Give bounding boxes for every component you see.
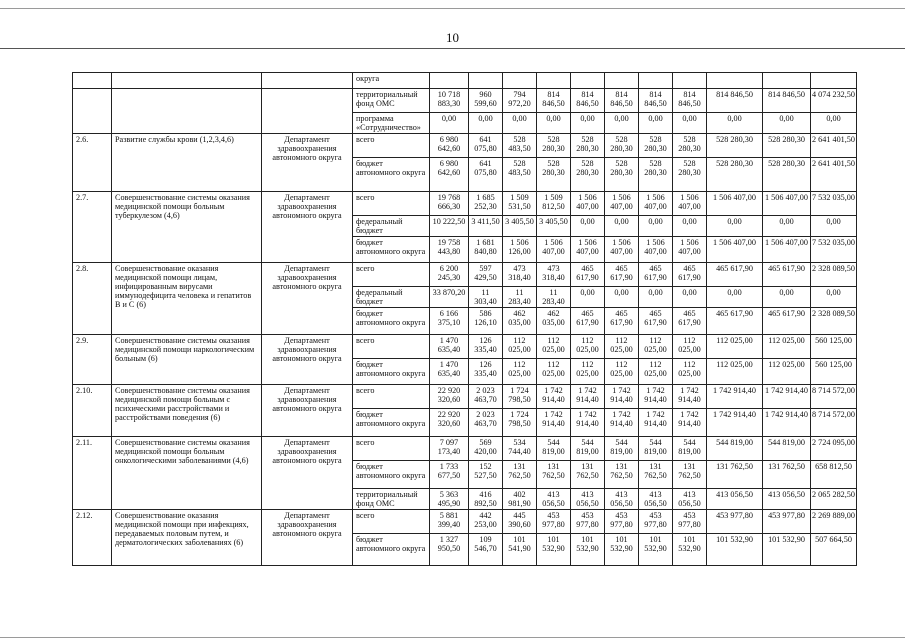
row-executor: Департамент здравоохранения автономного округа bbox=[262, 510, 353, 566]
amount-cell: 544 819,00 bbox=[763, 437, 811, 461]
amount-cell: 402 981,90 bbox=[503, 489, 537, 510]
amount-cell: 1 742 914,40 bbox=[605, 409, 639, 437]
amount-cell: 1 509 812,50 bbox=[537, 192, 571, 216]
amount-cell: 7 532 035,00 bbox=[811, 237, 857, 263]
amount-cell: 1 506 407,00 bbox=[707, 237, 763, 263]
amount-cell: 112 025,00 bbox=[707, 359, 763, 385]
budget-table bbox=[72, 72, 857, 566]
amount-cell: 528 280,30 bbox=[763, 134, 811, 158]
row-funding-source: бюджет автономного округа bbox=[353, 409, 430, 437]
amount-cell: 1 681 840,80 bbox=[469, 237, 503, 263]
amount-cell: 1 470 635,40 bbox=[430, 335, 469, 359]
amount-cell: 560 125,00 bbox=[811, 359, 857, 385]
amount-cell: 814 846,50 bbox=[639, 89, 673, 113]
amount-cell: 814 846,50 bbox=[571, 89, 605, 113]
amount-cell: 544 819,00 bbox=[537, 437, 571, 461]
amount-cell: 413 056,50 bbox=[537, 489, 571, 510]
header-rule bbox=[0, 48, 905, 49]
amount-cell: 462 035,00 bbox=[503, 308, 537, 335]
amount-cell: 2 023 463,70 bbox=[469, 385, 503, 409]
amount-cell: 0,00 bbox=[571, 113, 605, 134]
row-funding-source: федеральный бюджет bbox=[353, 216, 430, 237]
amount-cell: 10 718 883,30 bbox=[430, 89, 469, 113]
row-executor: Департамент здравоохранения автономного округа bbox=[262, 263, 353, 335]
row-number: 2.7. bbox=[73, 192, 112, 263]
amount-cell: 0,00 bbox=[503, 113, 537, 134]
row-funding-source: всего bbox=[353, 437, 430, 461]
amount-cell: 112 025,00 bbox=[605, 359, 639, 385]
amount-cell: 465 617,90 bbox=[673, 263, 707, 287]
amount-cell: 413 056,50 bbox=[571, 489, 605, 510]
amount-cell: 1 742 914,40 bbox=[673, 385, 707, 409]
amount-cell: 101 532,90 bbox=[639, 534, 673, 566]
amount-cell: 0,00 bbox=[673, 216, 707, 237]
amount-cell: 101 532,90 bbox=[763, 534, 811, 566]
amount-cell: 112 025,00 bbox=[537, 335, 571, 359]
amount-cell: 7 097 173,40 bbox=[430, 437, 469, 461]
amount-cell: 1 506 126,00 bbox=[503, 237, 537, 263]
amount-cell: 544 819,00 bbox=[605, 437, 639, 461]
amount-cell: 112 025,00 bbox=[571, 335, 605, 359]
amount-cell: 453 977,80 bbox=[673, 510, 707, 534]
amount-cell: 1 742 914,40 bbox=[537, 409, 571, 437]
amount-cell: 11 283,40 bbox=[537, 287, 571, 308]
amount-cell: 112 025,00 bbox=[605, 335, 639, 359]
amount-cell: 586 126,10 bbox=[469, 308, 503, 335]
amount-cell: 1 506 407,00 bbox=[639, 192, 673, 216]
amount-cell: 442 253,00 bbox=[469, 510, 503, 534]
row-number: 2.9. bbox=[73, 335, 112, 385]
amount-cell: 19 768 666,30 bbox=[430, 192, 469, 216]
amount-cell: 1 506 407,00 bbox=[763, 192, 811, 216]
amount-cell: 658 812,50 bbox=[811, 461, 857, 489]
row-funding-source: бюджет автономного округа bbox=[353, 534, 430, 566]
amount-cell: 1 724 798,50 bbox=[503, 409, 537, 437]
amount-cell: 465 617,90 bbox=[571, 263, 605, 287]
amount-cell: 1 742 914,40 bbox=[537, 385, 571, 409]
amount-cell: 6 200 245,30 bbox=[430, 263, 469, 287]
amount-cell: 131 762,50 bbox=[503, 461, 537, 489]
row-funding-source: территориальный фонд ОМС bbox=[353, 489, 430, 510]
amount-cell: 465 617,90 bbox=[605, 308, 639, 335]
amount-cell: 101 532,90 bbox=[537, 534, 571, 566]
amount-cell: 2 328 089,50 bbox=[811, 263, 857, 287]
amount-cell: 465 617,90 bbox=[673, 308, 707, 335]
amount-cell bbox=[763, 73, 811, 89]
amount-cell: 1 327 950,50 bbox=[430, 534, 469, 566]
amount-cell: 528 280,30 bbox=[639, 134, 673, 158]
amount-cell: 0,00 bbox=[605, 113, 639, 134]
amount-cell: 814 846,50 bbox=[605, 89, 639, 113]
amount-cell bbox=[673, 73, 707, 89]
amount-cell: 0,00 bbox=[707, 113, 763, 134]
table-row bbox=[73, 510, 857, 534]
amount-cell: 112 025,00 bbox=[673, 359, 707, 385]
amount-cell: 544 819,00 bbox=[673, 437, 707, 461]
amount-cell: 109 546,70 bbox=[469, 534, 503, 566]
amount-cell: 4 074 232,50 bbox=[811, 89, 857, 113]
amount-cell: 0,00 bbox=[673, 113, 707, 134]
row-funding-source: всего bbox=[353, 385, 430, 409]
amount-cell: 0,00 bbox=[469, 113, 503, 134]
table-row bbox=[73, 437, 857, 461]
amount-cell bbox=[537, 73, 571, 89]
amount-cell: 22 920 320,60 bbox=[430, 385, 469, 409]
amount-cell: 6 980 642,60 bbox=[430, 134, 469, 158]
amount-cell: 101 541,90 bbox=[503, 534, 537, 566]
amount-cell: 641 075,80 bbox=[469, 158, 503, 192]
amount-cell: 413 056,50 bbox=[707, 489, 763, 510]
table-row bbox=[73, 335, 857, 359]
amount-cell: 1 742 914,40 bbox=[707, 409, 763, 437]
amount-cell: 814 846,50 bbox=[763, 89, 811, 113]
row-number: 2.11. bbox=[73, 437, 112, 510]
amount-cell: 528 280,30 bbox=[571, 158, 605, 192]
amount-cell: 1 742 914,40 bbox=[763, 409, 811, 437]
amount-cell: 1 506 407,00 bbox=[673, 237, 707, 263]
amount-cell: 0,00 bbox=[673, 287, 707, 308]
amount-cell: 10 222,50 bbox=[430, 216, 469, 237]
amount-cell: 453 977,80 bbox=[763, 510, 811, 534]
amount-cell bbox=[639, 73, 673, 89]
amount-cell: 794 972,20 bbox=[503, 89, 537, 113]
amount-cell: 473 318,40 bbox=[537, 263, 571, 287]
row-executor bbox=[262, 89, 353, 134]
row-funding-source: всего bbox=[353, 335, 430, 359]
amount-cell: 131 762,50 bbox=[537, 461, 571, 489]
amount-cell: 814 846,50 bbox=[707, 89, 763, 113]
row-measure-name bbox=[112, 73, 262, 89]
amount-cell: 465 617,90 bbox=[639, 308, 673, 335]
amount-cell: 0,00 bbox=[763, 287, 811, 308]
amount-cell: 1 742 914,40 bbox=[707, 385, 763, 409]
amount-cell: 0,00 bbox=[537, 113, 571, 134]
amount-cell: 528 280,30 bbox=[673, 158, 707, 192]
amount-cell: 528 483,50 bbox=[503, 134, 537, 158]
amount-cell: 0,00 bbox=[707, 216, 763, 237]
amount-cell: 453 977,80 bbox=[537, 510, 571, 534]
amount-cell: 6 166 375,10 bbox=[430, 308, 469, 335]
row-executor: Департамент здравоохранения автономного округа bbox=[262, 335, 353, 385]
amount-cell bbox=[503, 73, 537, 89]
amount-cell: 1 733 677,50 bbox=[430, 461, 469, 489]
amount-cell: 0,00 bbox=[639, 113, 673, 134]
row-funding-source: федеральный бюджет bbox=[353, 287, 430, 308]
row-funding-source: округа bbox=[353, 73, 430, 89]
row-executor: Департамент здравоохранения автономного округа bbox=[262, 385, 353, 437]
amount-cell: 101 532,90 bbox=[673, 534, 707, 566]
amount-cell: 0,00 bbox=[605, 287, 639, 308]
amount-cell: 11 283,40 bbox=[503, 287, 537, 308]
row-measure-name: Совершенствование оказания медицинской помощи при инфекциях, передаваемых половым путем, и дерматологических заболеваниях (6) bbox=[112, 510, 262, 566]
amount-cell: 465 617,90 bbox=[605, 263, 639, 287]
amount-cell: 465 617,90 bbox=[707, 263, 763, 287]
amount-cell: 569 420,00 bbox=[469, 437, 503, 461]
amount-cell bbox=[707, 73, 763, 89]
amount-cell: 131 762,50 bbox=[639, 461, 673, 489]
amount-cell: 1 742 914,40 bbox=[605, 385, 639, 409]
amount-cell: 5 881 399,40 bbox=[430, 510, 469, 534]
table-row bbox=[73, 385, 857, 409]
amount-cell: 1 506 407,00 bbox=[673, 192, 707, 216]
amount-cell: 22 920 320,60 bbox=[430, 409, 469, 437]
amount-cell: 416 892,50 bbox=[469, 489, 503, 510]
row-executor: Департамент здравоохранения автономного округа bbox=[262, 437, 353, 510]
table-row bbox=[73, 192, 857, 216]
amount-cell: 1 742 914,40 bbox=[571, 385, 605, 409]
amount-cell: 0,00 bbox=[763, 216, 811, 237]
amount-cell: 528 280,30 bbox=[707, 158, 763, 192]
amount-cell: 112 025,00 bbox=[639, 359, 673, 385]
amount-cell: 1 742 914,40 bbox=[639, 409, 673, 437]
amount-cell: 597 429,50 bbox=[469, 263, 503, 287]
amount-cell: 465 617,90 bbox=[763, 308, 811, 335]
amount-cell: 112 025,00 bbox=[503, 335, 537, 359]
amount-cell: 2 641 401,50 bbox=[811, 158, 857, 192]
amount-cell: 0,00 bbox=[639, 287, 673, 308]
amount-cell: 1 506 407,00 bbox=[605, 192, 639, 216]
amount-cell: 0,00 bbox=[707, 287, 763, 308]
amount-cell: 131 762,50 bbox=[707, 461, 763, 489]
amount-cell: 1 506 407,00 bbox=[537, 237, 571, 263]
amount-cell: 112 025,00 bbox=[763, 335, 811, 359]
amount-cell: 544 819,00 bbox=[571, 437, 605, 461]
amount-cell: 507 664,50 bbox=[811, 534, 857, 566]
amount-cell: 0,00 bbox=[811, 287, 857, 308]
amount-cell: 814 846,50 bbox=[673, 89, 707, 113]
row-executor: Департамент здравоохранения автономного округа bbox=[262, 192, 353, 263]
amount-cell: 465 617,90 bbox=[707, 308, 763, 335]
amount-cell: 0,00 bbox=[811, 113, 857, 134]
amount-cell: 453 977,80 bbox=[639, 510, 673, 534]
row-funding-source: бюджет автономного округа bbox=[353, 158, 430, 192]
row-funding-source: бюджет автономного округа bbox=[353, 461, 430, 489]
row-funding-source: бюджет автономного округа bbox=[353, 237, 430, 263]
amount-cell: 528 280,30 bbox=[605, 158, 639, 192]
row-funding-source: всего bbox=[353, 192, 430, 216]
amount-cell: 3 411,50 bbox=[469, 216, 503, 237]
amount-cell: 413 056,50 bbox=[673, 489, 707, 510]
amount-cell: 1 742 914,40 bbox=[763, 385, 811, 409]
amount-cell: 1 506 407,00 bbox=[763, 237, 811, 263]
row-funding-source: территориальный фонд ОМС bbox=[353, 89, 430, 113]
amount-cell: 1 506 407,00 bbox=[707, 192, 763, 216]
amount-cell: 112 025,00 bbox=[673, 335, 707, 359]
amount-cell: 131 762,50 bbox=[763, 461, 811, 489]
amount-cell: 453 977,80 bbox=[605, 510, 639, 534]
amount-cell: 2 328 089,50 bbox=[811, 308, 857, 335]
amount-cell: 0,00 bbox=[605, 216, 639, 237]
amount-cell: 960 599,60 bbox=[469, 89, 503, 113]
row-measure-name: Совершенствование оказания медицинской помощи лицам, инфицированным вирусами иммунодефицита человека и гепатитов В и С (6) bbox=[112, 263, 262, 335]
amount-cell: 5 363 495,90 bbox=[430, 489, 469, 510]
amount-cell: 544 819,00 bbox=[639, 437, 673, 461]
amount-cell: 131 762,50 bbox=[571, 461, 605, 489]
amount-cell: 814 846,50 bbox=[537, 89, 571, 113]
amount-cell: 453 977,80 bbox=[707, 510, 763, 534]
row-number bbox=[73, 73, 112, 89]
amount-cell: 560 125,00 bbox=[811, 335, 857, 359]
amount-cell: 112 025,00 bbox=[537, 359, 571, 385]
row-measure-name: Совершенствование системы оказания медицинской помощи больным онкологическими заболеваниями (4,6) bbox=[112, 437, 262, 510]
amount-cell: 3 405,50 bbox=[503, 216, 537, 237]
amount-cell: 101 532,90 bbox=[571, 534, 605, 566]
amount-cell: 131 762,50 bbox=[673, 461, 707, 489]
amount-cell: 126 335,40 bbox=[469, 359, 503, 385]
amount-cell: 126 335,40 bbox=[469, 335, 503, 359]
amount-cell: 11 303,40 bbox=[469, 287, 503, 308]
row-funding-source: бюджет автономного округа bbox=[353, 359, 430, 385]
row-measure-name: Совершенствование системы оказания медицинской помощи наркологическим больным (6) bbox=[112, 335, 262, 385]
amount-cell: 413 056,50 bbox=[639, 489, 673, 510]
amount-cell: 413 056,50 bbox=[605, 489, 639, 510]
row-measure-name: Развитие службы крови (1,2,3,4,6) bbox=[112, 134, 262, 192]
amount-cell bbox=[430, 73, 469, 89]
amount-cell: 2 724 095,00 bbox=[811, 437, 857, 461]
amount-cell: 0,00 bbox=[811, 216, 857, 237]
amount-cell: 112 025,00 bbox=[571, 359, 605, 385]
amount-cell: 3 405,50 bbox=[537, 216, 571, 237]
amount-cell: 641 075,80 bbox=[469, 134, 503, 158]
amount-cell: 131 762,50 bbox=[605, 461, 639, 489]
amount-cell: 112 025,00 bbox=[639, 335, 673, 359]
amount-cell bbox=[469, 73, 503, 89]
amount-cell: 1 506 407,00 bbox=[571, 192, 605, 216]
amount-cell bbox=[571, 73, 605, 89]
amount-cell: 462 035,00 bbox=[537, 308, 571, 335]
amount-cell: 2 641 401,50 bbox=[811, 134, 857, 158]
table-row bbox=[73, 263, 857, 287]
amount-cell: 2 269 889,00 bbox=[811, 510, 857, 534]
amount-cell: 8 714 572,00 bbox=[811, 385, 857, 409]
amount-cell bbox=[811, 73, 857, 89]
scan-edge-line-bottom bbox=[0, 637, 905, 638]
row-executor: Департамент здравоохранения автономного округа bbox=[262, 134, 353, 192]
amount-cell: 1 506 407,00 bbox=[605, 237, 639, 263]
amount-cell: 101 532,90 bbox=[605, 534, 639, 566]
amount-cell: 8 714 572,00 bbox=[811, 409, 857, 437]
amount-cell: 2 065 282,50 bbox=[811, 489, 857, 510]
amount-cell: 528 280,30 bbox=[605, 134, 639, 158]
amount-cell: 1 685 252,30 bbox=[469, 192, 503, 216]
row-measure-name: Совершенствование системы оказания медицинской помощи больным туберкулезом (4,6) bbox=[112, 192, 262, 263]
amount-cell: 112 025,00 bbox=[503, 359, 537, 385]
row-funding-source: программа «Сотрудничество» bbox=[353, 113, 430, 134]
amount-cell: 152 527,50 bbox=[469, 461, 503, 489]
amount-cell: 112 025,00 bbox=[763, 359, 811, 385]
amount-cell: 1 742 914,40 bbox=[639, 385, 673, 409]
amount-cell: 1 470 635,40 bbox=[430, 359, 469, 385]
amount-cell: 528 483,50 bbox=[503, 158, 537, 192]
amount-cell: 0,00 bbox=[571, 216, 605, 237]
amount-cell: 544 819,00 bbox=[707, 437, 763, 461]
row-funding-source: всего bbox=[353, 510, 430, 534]
amount-cell: 528 280,30 bbox=[537, 158, 571, 192]
page-number: 10 bbox=[446, 30, 459, 45]
row-number bbox=[73, 89, 112, 134]
amount-cell: 528 280,30 bbox=[707, 134, 763, 158]
row-funding-source: всего bbox=[353, 134, 430, 158]
amount-cell: 0,00 bbox=[639, 216, 673, 237]
amount-cell: 1 742 914,40 bbox=[673, 409, 707, 437]
amount-cell: 465 617,90 bbox=[571, 308, 605, 335]
amount-cell: 465 617,90 bbox=[763, 263, 811, 287]
amount-cell: 413 056,50 bbox=[763, 489, 811, 510]
amount-cell: 112 025,00 bbox=[707, 335, 763, 359]
amount-cell: 33 870,20 bbox=[430, 287, 469, 308]
amount-cell: 6 980 642,60 bbox=[430, 158, 469, 192]
amount-cell: 0,00 bbox=[763, 113, 811, 134]
row-number: 2.6. bbox=[73, 134, 112, 192]
amount-cell: 1 506 407,00 bbox=[571, 237, 605, 263]
amount-cell: 534 744,40 bbox=[503, 437, 537, 461]
row-measure-name: Совершенствование системы оказания медицинской помощи больным с психическими расстройствами и расстройствами поведения (6) bbox=[112, 385, 262, 437]
scan-edge-line bbox=[0, 8, 905, 9]
row-number: 2.12. bbox=[73, 510, 112, 566]
amount-cell: 1 506 407,00 bbox=[639, 237, 673, 263]
amount-cell: 2 023 463,70 bbox=[469, 409, 503, 437]
amount-cell: 0,00 bbox=[571, 287, 605, 308]
table-row bbox=[73, 134, 857, 158]
amount-cell: 528 280,30 bbox=[763, 158, 811, 192]
amount-cell: 1 724 798,50 bbox=[503, 385, 537, 409]
row-executor bbox=[262, 73, 353, 89]
amount-cell: 465 617,90 bbox=[639, 263, 673, 287]
table-row bbox=[73, 89, 857, 113]
amount-cell: 7 532 035,00 bbox=[811, 192, 857, 216]
amount-cell bbox=[605, 73, 639, 89]
amount-cell: 453 977,80 bbox=[571, 510, 605, 534]
row-measure-name bbox=[112, 89, 262, 134]
table-row bbox=[73, 73, 857, 89]
amount-cell: 473 318,40 bbox=[503, 263, 537, 287]
row-funding-source: бюджет автономного округа bbox=[353, 308, 430, 335]
amount-cell: 19 758 443,80 bbox=[430, 237, 469, 263]
row-funding-source: всего bbox=[353, 263, 430, 287]
row-number: 2.10. bbox=[73, 385, 112, 437]
amount-cell: 0,00 bbox=[430, 113, 469, 134]
amount-cell: 1 509 531,50 bbox=[503, 192, 537, 216]
amount-cell: 528 280,30 bbox=[571, 134, 605, 158]
amount-cell: 445 390,60 bbox=[503, 510, 537, 534]
amount-cell: 528 280,30 bbox=[537, 134, 571, 158]
amount-cell: 101 532,90 bbox=[707, 534, 763, 566]
row-number: 2.8. bbox=[73, 263, 112, 335]
amount-cell: 1 742 914,40 bbox=[571, 409, 605, 437]
amount-cell: 528 280,30 bbox=[639, 158, 673, 192]
amount-cell: 528 280,30 bbox=[673, 134, 707, 158]
